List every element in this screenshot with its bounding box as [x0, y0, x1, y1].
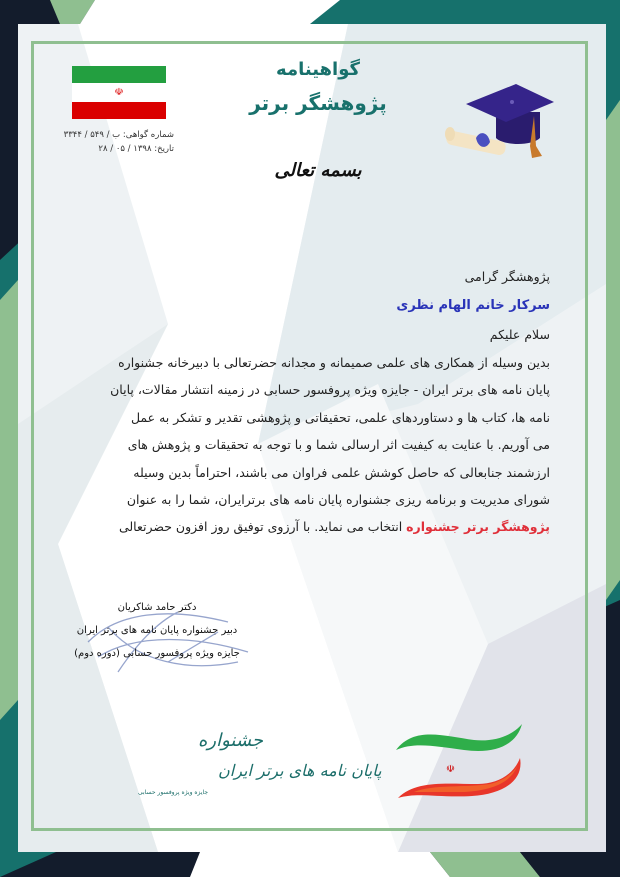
body-line: نامه ها، کتاب ها و دستاوردهای علمی، تحقیقاتی و پژوهشی تقدیر و تشکر به عمل	[130, 409, 550, 425]
iran-flag	[72, 66, 166, 119]
graduation-cap-icon	[436, 76, 556, 166]
salutation: سلام علیکم	[489, 327, 550, 342]
signature-block	[62, 596, 252, 665]
body-line-final	[64, 513, 550, 540]
festival-logo	[58, 724, 382, 804]
logo-line-1: جشنواره	[198, 730, 264, 751]
highlight-title: پژوهشگر برتر جشنواره	[406, 519, 550, 535]
recipient-name: سرکار خانم الهام نظری	[396, 298, 550, 313]
certificate-date: تاریخ: ۱۳۹۸ / ۰۵ / ۲۸	[98, 144, 174, 154]
logo-subtitle: جایزه ویژه پروفسور حسابی	[138, 789, 209, 796]
emblem-icon: ☫	[446, 764, 455, 775]
body-line: ارزشمند جنابعالی که حاصل کوشش علمی فراوان می باشند، احتراماً بدین وسیله	[133, 464, 550, 480]
certificate-title	[218, 54, 418, 120]
waving-flag-icon	[394, 722, 524, 802]
logo-line-2: پایان نامه های برتر ایران	[218, 761, 382, 780]
body-line: شورای مدیریت و برنامه ریزی جشنواره پایان نامه های برترایران، شما را به عنوان	[126, 492, 550, 508]
greeting: پژوهشگر گرامی	[464, 269, 550, 284]
closing-text: انتخاب می نماید. با آرزوی توفیق روز افزون حضرتعالی	[118, 519, 407, 535]
body-line: بدین وسیله از همکاری های علمی صمیمانه و مجدانه حضرتعالی با دبیرخانه جشنواره	[118, 355, 550, 370]
bismillah-heading: بسمه تعالی	[274, 160, 362, 181]
body-line: می آوریم. با عنایت به کیفیت اثر ارسالی شما و با توجه به تحقیقات و پژوهش های	[127, 437, 550, 453]
title-line-1: گواهینامه	[276, 59, 360, 80]
body-line: پایان نامه های برتر ایران - جایزه ویژه پروفسور حسابی در زمینه انتشار مقالات، پایان	[110, 382, 550, 398]
signer-award: جایزه ویژه پروفسور حسابی (دوره دوم)	[74, 648, 240, 659]
signer-role: دبیر جشنواره پایان نامه های برتر ایران	[76, 625, 238, 636]
emblem-icon: ☫	[114, 87, 124, 98]
certificate-number: شماره گواهی: ب / ۵۴۹ / ۳۳۴۴	[63, 130, 174, 140]
certificate-sheet	[18, 24, 606, 852]
signer-name: دکتر حامد شاکریان	[117, 602, 197, 613]
title-line-2: پژوهشگر برتر	[249, 91, 387, 115]
certificate-meta	[58, 128, 174, 156]
letter-paragraph	[64, 349, 550, 541]
letter-body	[64, 262, 550, 541]
